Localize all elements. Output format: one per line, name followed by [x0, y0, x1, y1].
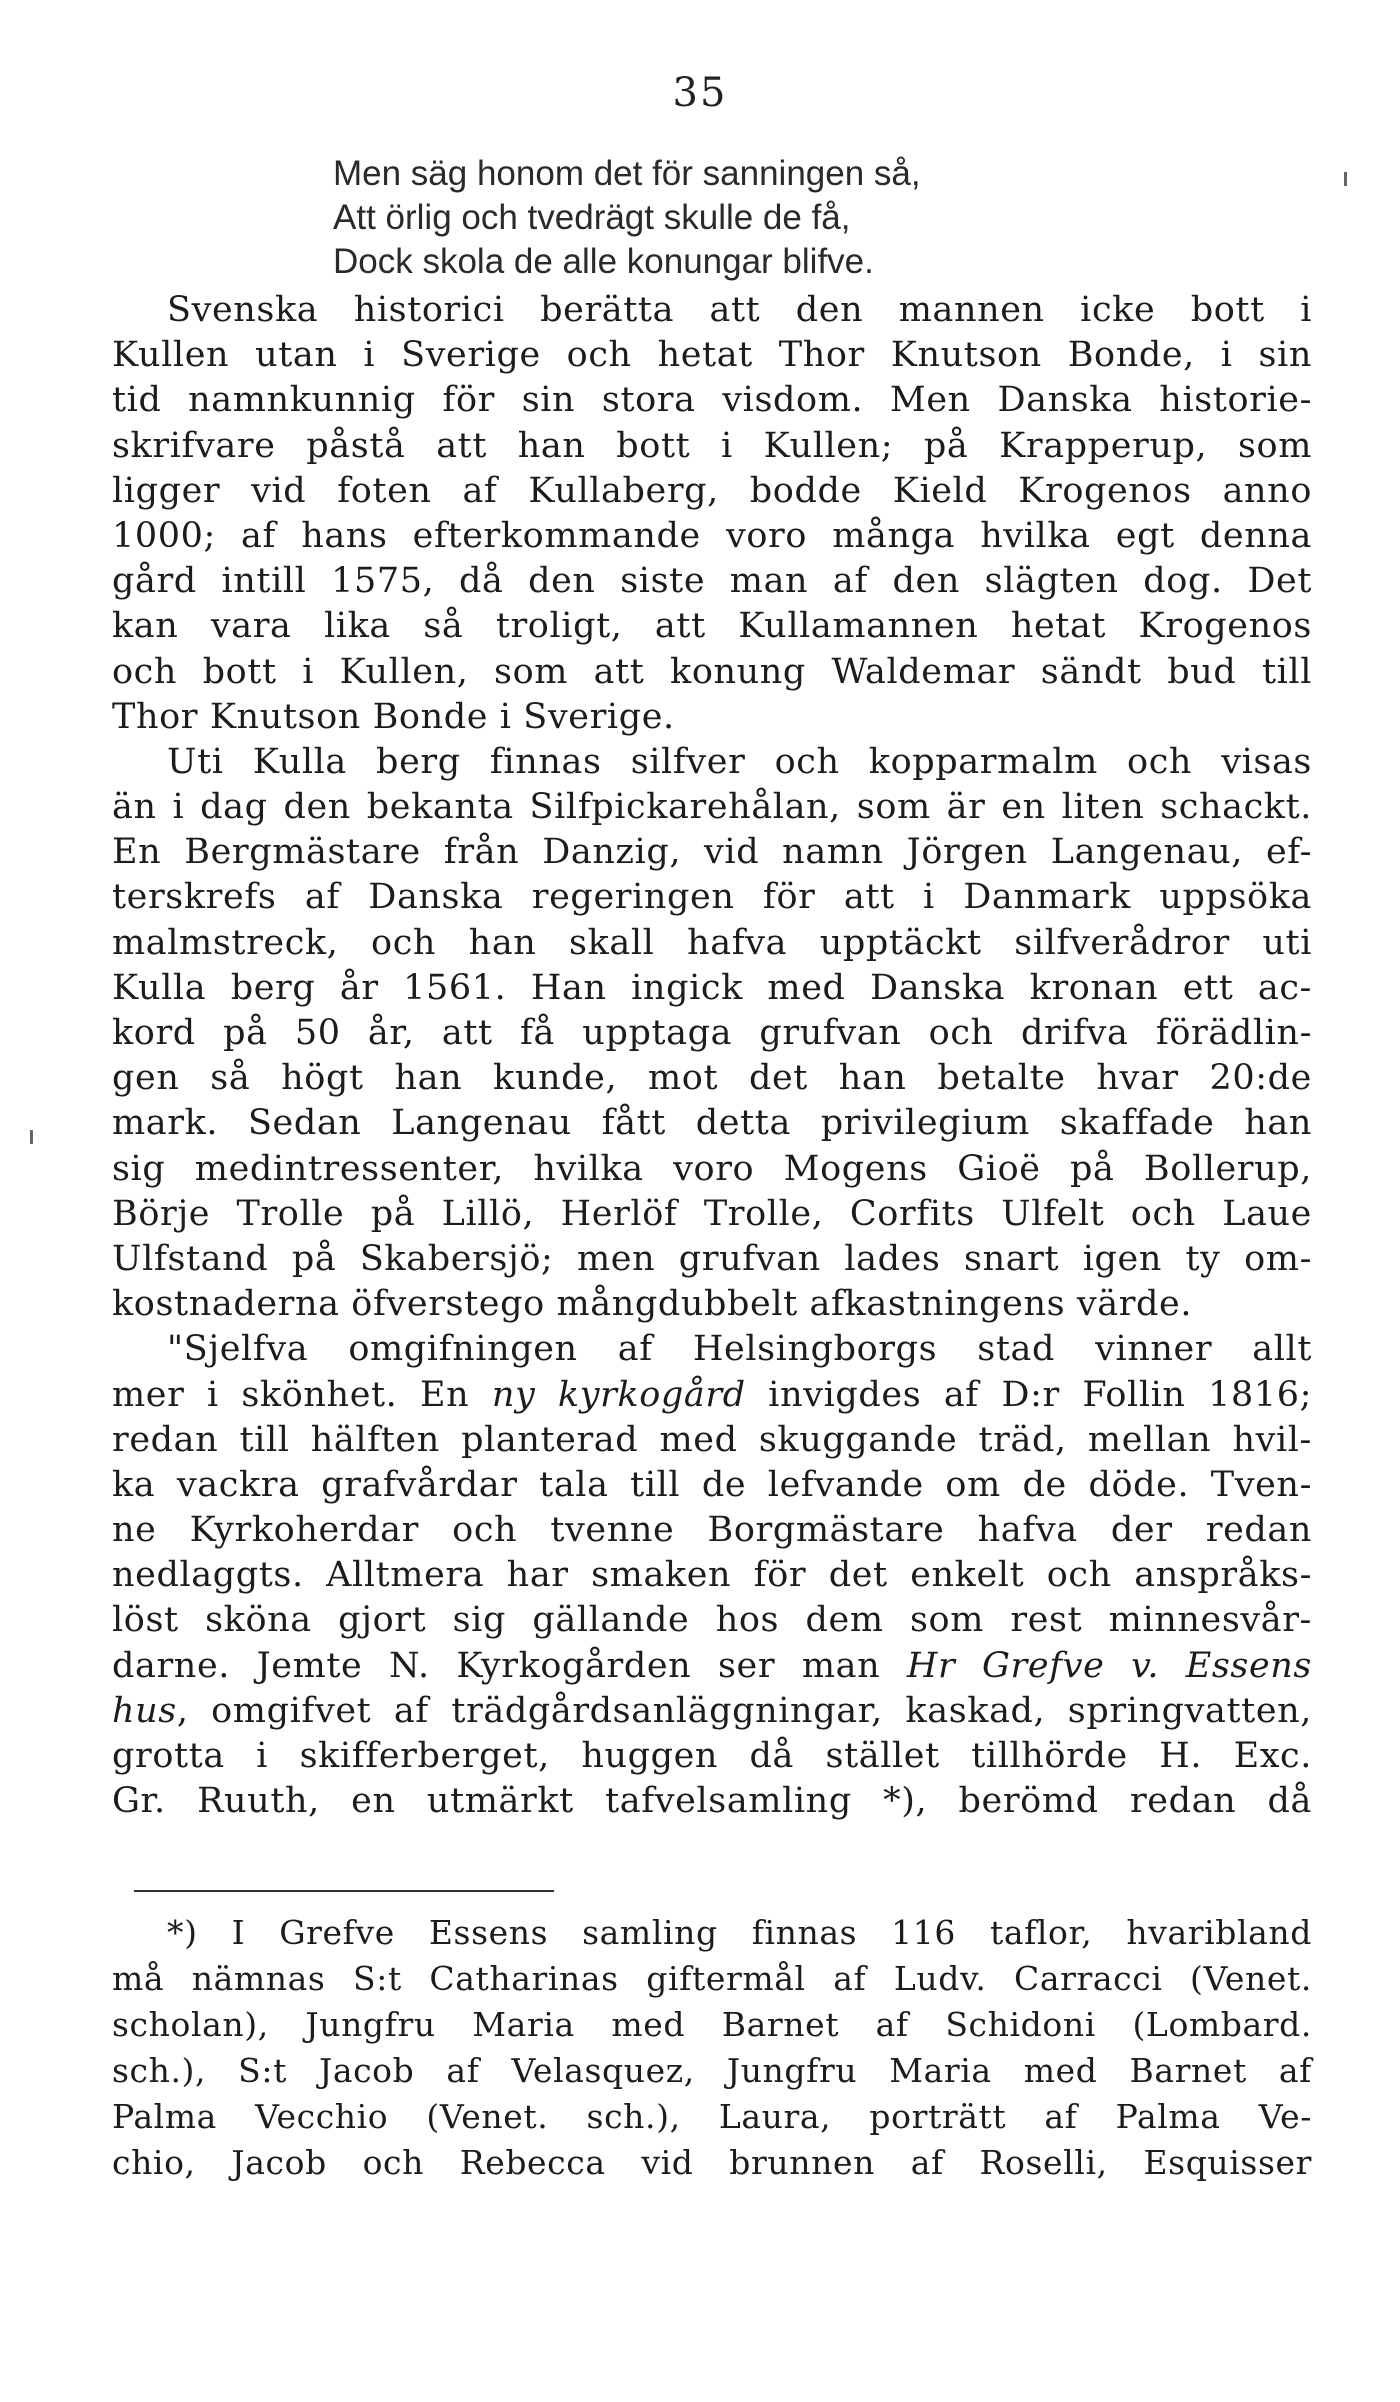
italic-phrase: ny kyrkogård: [491, 1374, 746, 1415]
text-line: gård intill 1575, då den siste man af den slägten dog. Det: [112, 561, 1312, 602]
page-number: 35: [672, 70, 728, 116]
poem-line: Men säg honom det för sanningen så,: [333, 154, 921, 193]
text-line: "Sjelfva omgifningen af Helsingborgs stad vinner allt: [167, 1329, 1312, 1370]
text-fragment: darne. Jemte N. Kyrkogården ser man: [112, 1645, 907, 1686]
text-line: tid namnkunnig för sin stora visdom. Men Danska historie-: [112, 380, 1312, 421]
text-line: än i dag den bekanta Silfpickarehålan, som är en liten schackt.: [112, 787, 1312, 828]
text-line: nedlaggts. Alltmera har smaken för det enkelt och anspråks-: [112, 1555, 1312, 1596]
body-text: [112, 288, 1312, 1824]
text-line: grotta i skifferberget, huggen då stället tillhörde H. Exc.: [112, 1736, 1312, 1776]
text-line: redan till hälften planterad med skuggande träd, mellan hvil-: [112, 1419, 1312, 1460]
text-line: mark. Sedan Langenau fått detta privilegium skaffade han: [112, 1103, 1312, 1144]
text-line: Svenska historici berätta att den mannen icke bott i: [167, 290, 1312, 330]
text-line: terskrefs af Danska regeringen för att i Danmark uppsöka: [112, 877, 1312, 918]
text-fragment: , omgifvet af trädgårdsanläggningar, kaskad, springvatten,: [176, 1690, 1312, 1731]
text-line-with-italic: [112, 1373, 1312, 1418]
footnote-line: Palma Vecchio (Venet. sch.), Laura, porträtt af Palma Ve-: [112, 2097, 1312, 2136]
poem-line: Att örlig och tvedrägt skulle de få,: [333, 198, 851, 237]
text-line: skrifvare påstå att han bott i Kullen; på Krapperup, som: [112, 425, 1312, 466]
text-line: ka vackra grafvårdar tala till de lefvande om de döde. Tven-: [112, 1464, 1312, 1505]
footnote-line: sch.), S:t Jacob af Velasquez, Jungfru Maria med Barnet af: [112, 2051, 1312, 2090]
text-fragment: mer i skönhet. En: [112, 1374, 492, 1415]
text-line: gen så högt han kunde, mot det han betalte hvar 20:de: [112, 1058, 1312, 1099]
text-line: En Bergmästare från Danzig, vid namn Jörgen Langenau, ef-: [112, 832, 1312, 873]
text-line: Börje Trolle på Lillö, Herlöf Trolle, Corfits Ulfelt och Laue: [112, 1193, 1312, 1234]
poem-verse: [333, 152, 921, 284]
footnote-line: scholan), Jungfru Maria med Barnet af Schidoni (Lombard.: [112, 2005, 1312, 2044]
text-line: sig medintressenter, hvilka voro Mogens Gioë på Bollerup,: [112, 1148, 1312, 1189]
text-line: ligger vid foten af Kullaberg, bodde Kield Krogenos anno: [112, 470, 1312, 511]
text-fragment: invigdes af D:r Follin 1816;: [745, 1374, 1312, 1415]
italic-phrase: Hr Grefve v. Essens: [906, 1645, 1312, 1686]
text-line: malmstreck, och han skall hafva upptäckt silfverådror uti: [112, 922, 1312, 963]
text-line: Thor Knutson Bonde i Sverige.: [112, 696, 675, 737]
text-line: och bott i Kullen, som att konung Waldemar sändt bud till: [112, 651, 1312, 692]
text-line: Kulla berg år 1561. Han ingick med Danska kronan ett ac-: [112, 967, 1312, 1008]
text-line: Kullen utan i Sverige och hetat Thor Knutson Bonde, i sin: [112, 335, 1312, 376]
poem-line: Dock skola de alle konungar blifve.: [333, 242, 874, 281]
italic-phrase: hus: [112, 1690, 177, 1731]
text-line: ne Kyrkoherdar och tvenne Borgmästare hafva der redan: [112, 1510, 1312, 1551]
footnote-divider: [134, 1890, 554, 1892]
footnote-line: må nämnas S:t Catharinas giftermål af Ludv. Carracci (Venet.: [112, 1959, 1312, 1998]
text-line: kostnaderna öfverstego mångdubbelt afkastningens värde.: [112, 1284, 1193, 1325]
text-line: Uti Kulla berg finnas silfver och kopparmalm och visas: [167, 741, 1312, 782]
text-line-with-italic: [112, 1689, 1312, 1734]
text-line: Ulfstand på Skabersjö; men grufvan lades snart igen ty om-: [112, 1238, 1312, 1279]
footnote-line: *) I Grefve Essens samling finnas 116 taflor, hvaribland: [167, 1913, 1312, 1952]
text-line: kord på 50 år, att få upptaga grufvan och drifva förädlin-: [112, 1013, 1312, 1053]
footnote: [112, 1910, 1312, 2186]
margin-mark: [1344, 172, 1347, 186]
text-line: löst sköna gjort sig gällande hos dem som rest minnesvår-: [112, 1600, 1312, 1641]
text-line-with-italic: [112, 1644, 1312, 1689]
margin-mark: [30, 1130, 33, 1144]
footnote-line: chio, Jacob och Rebecca vid brunnen af Roselli, Esquisser: [112, 2143, 1312, 2182]
text-line: Gr. Ruuth, en utmärkt tafvelsamling *), berömd redan då: [112, 1781, 1312, 1822]
text-line: kan vara lika så troligt, att Kullamannen hetat Krogenos: [112, 606, 1312, 647]
text-line: 1000; af hans efterkommande voro många hvilka egt denna: [112, 515, 1312, 556]
